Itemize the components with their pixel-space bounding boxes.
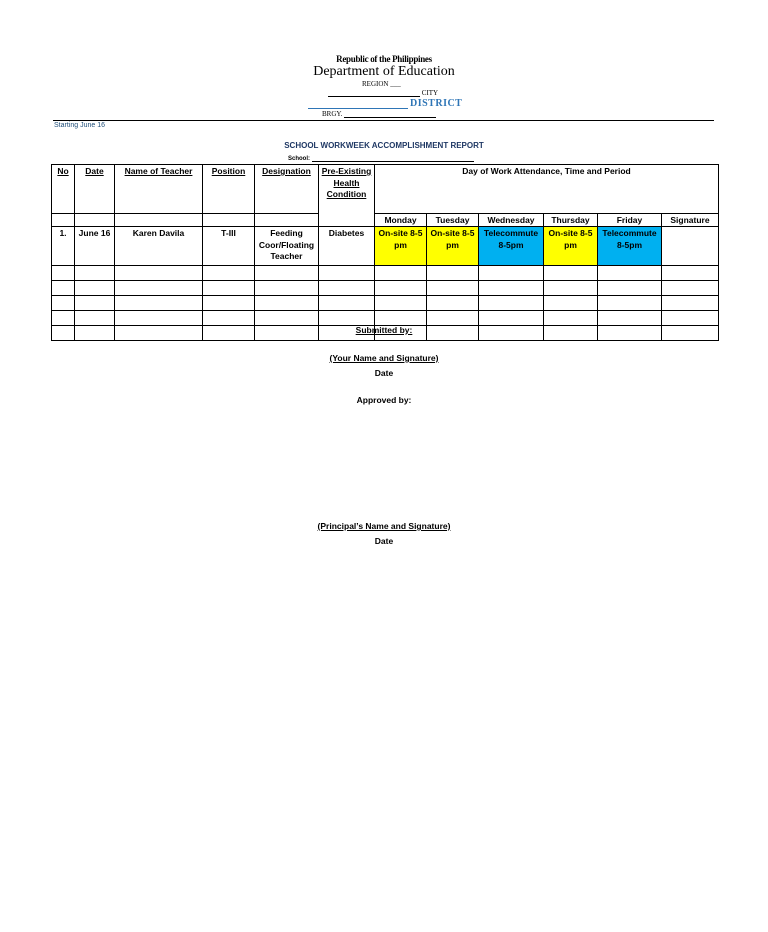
empty-cell [662, 296, 719, 311]
header-attendance: Day of Work Attendance, Time and Period [375, 165, 719, 214]
school-label: School: [288, 156, 310, 162]
empty-row [52, 296, 719, 311]
report-title: SCHOOL WORKWEEK ACCOMPLISHMENT REPORT [284, 141, 484, 150]
empty-cell [75, 311, 115, 326]
empty-cell [427, 311, 479, 326]
header-teacher: Name of Teacher [115, 165, 203, 214]
brgy-label: BRGY. [322, 110, 343, 118]
empty-row [52, 311, 719, 326]
day-friday: Friday [598, 214, 662, 227]
header-position: Position [203, 165, 255, 214]
brgy-blank [344, 110, 436, 118]
empty-cell [75, 266, 115, 281]
empty-cell [662, 266, 719, 281]
cell-teacher: Karen Davila [115, 227, 203, 266]
empty-cell [255, 296, 319, 311]
empty-cell [479, 296, 544, 311]
republic-heading: Republic of the Philippines [336, 54, 432, 64]
city-blank [328, 89, 420, 97]
empty-row [52, 281, 719, 296]
cell-friday: Telecommute 8-5pm [598, 227, 662, 266]
principal-label: (Principal’s Name and Signature) [317, 521, 451, 531]
city-label: CITY [421, 89, 439, 97]
empty-cell [544, 311, 598, 326]
empty-cell [115, 266, 203, 281]
approved-date: Date [374, 536, 394, 546]
cell-monday: On-site 8-5 pm [375, 227, 427, 266]
empty-cell [544, 266, 598, 281]
brgy-line [322, 110, 436, 118]
approved-by: Approved by: [356, 395, 412, 405]
empty-cell [375, 296, 427, 311]
region-line: REGION ___ [362, 80, 401, 88]
empty-cell [544, 281, 598, 296]
submitted-by [0, 325, 768, 335]
cell-designation: Feeding Coor/Floating Teacher [255, 227, 319, 266]
cell-wednesday: Telecommute 8-5pm [479, 227, 544, 266]
empty-cell [427, 296, 479, 311]
empty-cell [375, 266, 427, 281]
empty-cell [375, 311, 427, 326]
cell-no: 1. [52, 227, 75, 266]
day-monday: Monday [375, 214, 427, 227]
empty-cell [598, 281, 662, 296]
header-date: Date [75, 165, 115, 214]
empty-cell [479, 266, 544, 281]
empty-cell [115, 311, 203, 326]
empty-cell [255, 311, 319, 326]
your-name-signature [0, 353, 768, 363]
empty-cell [75, 296, 115, 311]
accomplishment-table [51, 164, 719, 341]
your-name-label: (Your Name and Signature) [329, 353, 439, 363]
empty-cell [203, 296, 255, 311]
empty-cell [544, 296, 598, 311]
city-line [328, 89, 438, 97]
cell-signature [662, 227, 719, 266]
empty-cell [255, 266, 319, 281]
district-label: DISTRICT [410, 98, 463, 109]
empty-cell [319, 281, 375, 296]
empty-cell [598, 296, 662, 311]
header-health: Pre-Existing Health Condition [319, 165, 375, 227]
empty-cell [319, 311, 375, 326]
school-blank [312, 155, 474, 162]
district-blank [308, 99, 408, 109]
empty-cell [115, 296, 203, 311]
empty-cell [52, 296, 75, 311]
empty-cell [319, 296, 375, 311]
cell-tuesday: On-site 8-5 pm [427, 227, 479, 266]
empty-cell [115, 281, 203, 296]
day-thursday: Thursday [544, 214, 598, 227]
day-empty [52, 214, 75, 227]
empty-cell [52, 281, 75, 296]
day-empty [255, 214, 319, 227]
submitted-date: Date [374, 368, 394, 378]
day-tuesday: Tuesday [427, 214, 479, 227]
day-wednesday: Wednesday [479, 214, 544, 227]
header-row [52, 165, 719, 214]
header-rule [53, 120, 714, 121]
empty-cell [203, 311, 255, 326]
day-row [52, 214, 719, 227]
empty-cell [75, 281, 115, 296]
department-heading: Department of Education [313, 64, 455, 79]
table-row [52, 227, 719, 266]
header-designation: Designation [255, 165, 319, 214]
header-no: No [52, 165, 75, 214]
empty-cell [203, 266, 255, 281]
day-empty [203, 214, 255, 227]
empty-cell [52, 311, 75, 326]
empty-cell [479, 281, 544, 296]
empty-cell [479, 311, 544, 326]
empty-cell [598, 266, 662, 281]
cell-health: Diabetes [319, 227, 375, 266]
submitted-by-label: Submitted by: [355, 325, 413, 335]
empty-cell [427, 281, 479, 296]
district-line [308, 98, 462, 109]
empty-row [52, 266, 719, 281]
principal-signature [0, 521, 768, 531]
school-line [288, 155, 474, 162]
empty-cell [319, 266, 375, 281]
empty-cell [255, 281, 319, 296]
cell-position: T-III [203, 227, 255, 266]
empty-cell [662, 281, 719, 296]
day-empty [115, 214, 203, 227]
cell-thursday: On-site 8-5 pm [544, 227, 598, 266]
cell-date: June 16 [75, 227, 115, 266]
starting-date: Starting June 16 [54, 122, 105, 129]
empty-cell [427, 266, 479, 281]
empty-cell [203, 281, 255, 296]
empty-cell [375, 281, 427, 296]
empty-cell [662, 311, 719, 326]
empty-cell [52, 266, 75, 281]
day-signature: Signature [662, 214, 719, 227]
day-empty [75, 214, 115, 227]
empty-cell [598, 311, 662, 326]
